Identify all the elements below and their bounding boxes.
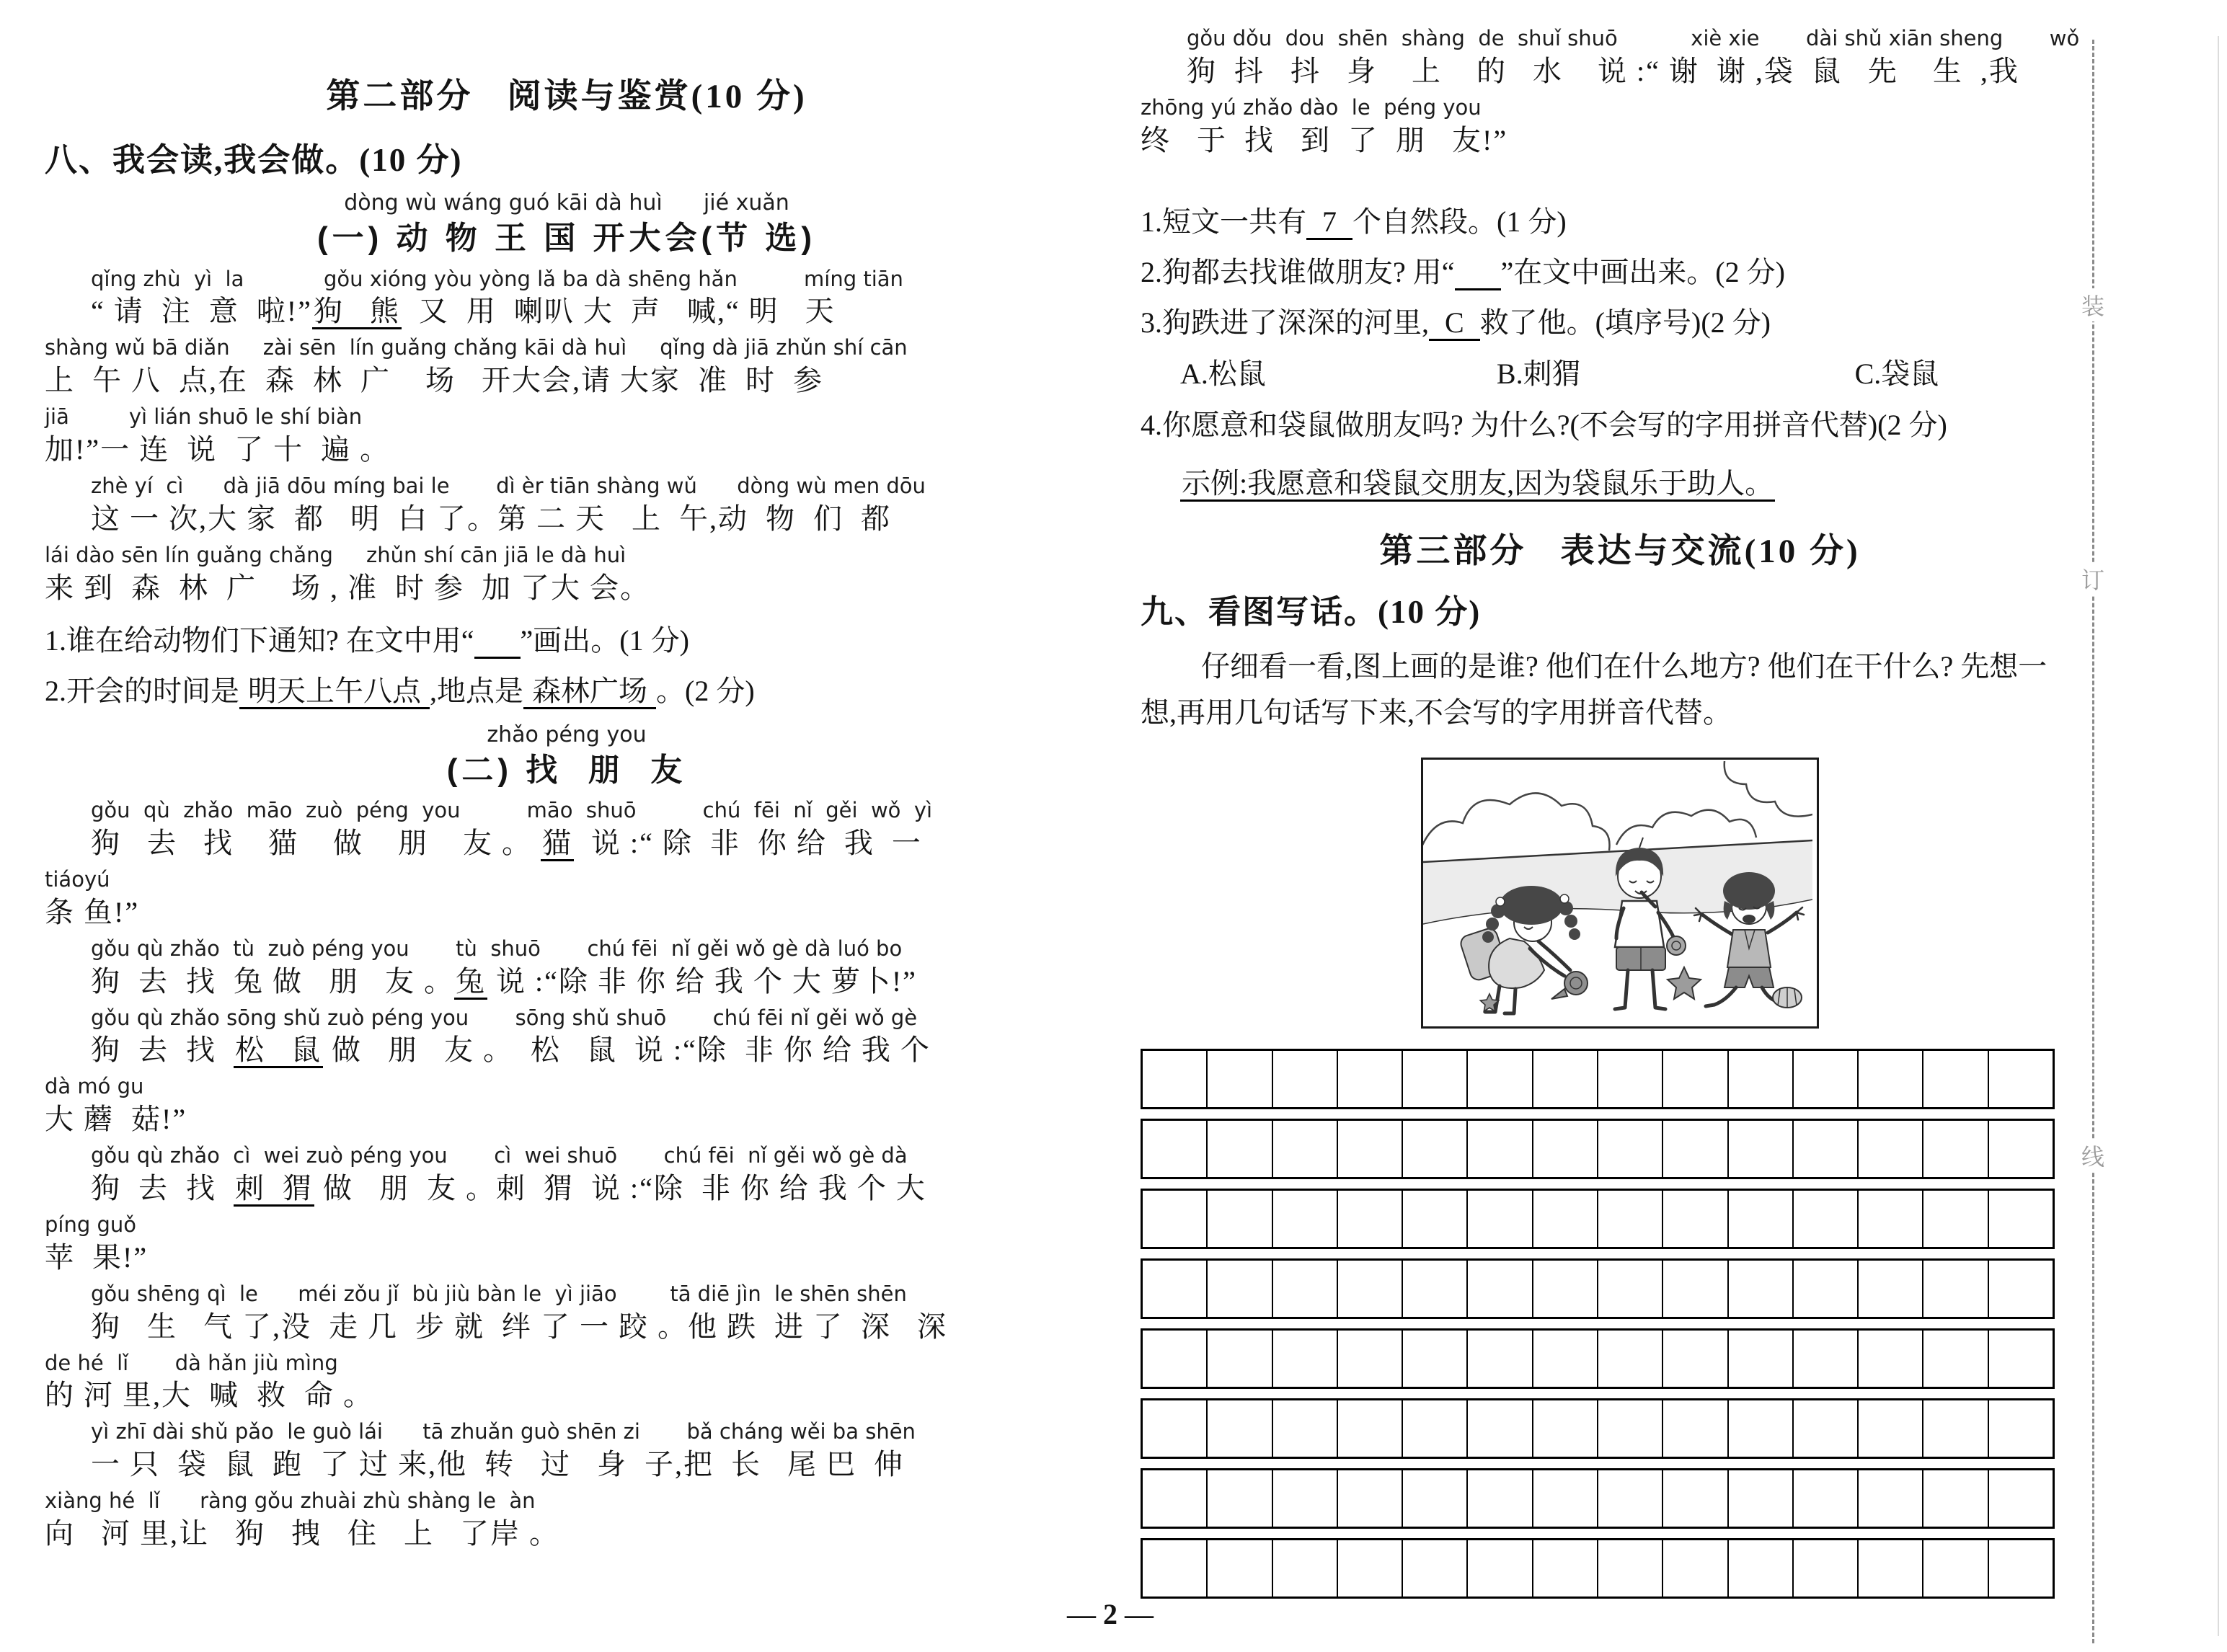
binding-mark: 订 <box>2076 562 2109 595</box>
underlined-text: 示例:我愿意和袋鼠交朋友,因为袋鼠乐于助人。 <box>1180 467 1775 502</box>
cloud-icon <box>1725 761 1812 817</box>
text-line <box>45 936 1089 1002</box>
hanzi-text: 狗 去 找 兔 做 朋 友 。 <box>91 964 454 998</box>
grid-cell[interactable] <box>1337 1051 1402 1107</box>
grid-cell[interactable] <box>1206 1540 1271 1597</box>
grid-cell[interactable] <box>1532 1540 1597 1597</box>
text-line <box>45 1212 1089 1278</box>
pinyin-line: gǒu shēng qì le méi zǒu jǐ bù jiù bàn le yì jiāo tā diē jìn le shēn shēn <box>91 1281 907 1306</box>
answer-blank <box>474 624 521 659</box>
shell-icon <box>1551 972 1588 999</box>
hanzi-line <box>91 291 1089 332</box>
question-1 <box>45 616 1089 666</box>
exercise-9-header: 九、看图写话。(10 分) <box>1141 593 1482 630</box>
grid-row[interactable] <box>1141 1468 2055 1529</box>
pinyin-line: gǒu dǒu dou shēn shàng de shuǐ shuō xiè xie dài shǔ xiān sheng wǒ <box>1187 26 2080 50</box>
pinyin-line: de hé lǐ dà hǎn jiù mìng <box>45 1350 338 1375</box>
grid-cell[interactable] <box>1662 1331 1727 1387</box>
question-1 <box>1141 197 2099 247</box>
question-text: ”画出。(1 分) <box>520 623 689 657</box>
binding-mark: 装 <box>2076 288 2109 321</box>
grid-cell[interactable] <box>1337 1261 1402 1317</box>
grid-cell[interactable] <box>1466 1261 1531 1317</box>
hanzi-text: 狗 去 找 <box>91 1171 234 1204</box>
grid-cell[interactable] <box>1402 1051 1466 1107</box>
pinyin-line: gǒu qù zhǎo cì wei zuò péng you cì wei shuō chú fēi nǐ gěi wǒ gè dà <box>91 1143 908 1168</box>
grid-cell[interactable] <box>1272 1540 1337 1597</box>
grid-cell[interactable] <box>1402 1191 1466 1247</box>
beach-illustration <box>1421 758 1819 1029</box>
part3-header: 第三部分 表达与交流(10 分) <box>1379 532 1861 570</box>
cloud-icon <box>1423 793 1610 852</box>
question-text: 2.狗都去找谁做朋友? 用“ <box>1141 255 1455 288</box>
choice-options <box>1141 348 2099 400</box>
grid-cell[interactable] <box>1857 1331 1922 1387</box>
grid-cell[interactable] <box>1532 1470 1597 1527</box>
text-line <box>45 474 1089 539</box>
hanzi-text: “ 请 注 意 啦!” <box>91 295 312 328</box>
pinyin-line: gǒu qù zhǎo sōng shǔ zuò péng you sōng shǔ shuō chú fēi nǐ gěi wǒ gè <box>91 1005 918 1030</box>
grid-cell[interactable] <box>1988 1051 2053 1107</box>
text-line <box>45 1351 1089 1416</box>
text-line <box>45 1074 1089 1140</box>
grid-cell[interactable] <box>1597 1121 1662 1177</box>
grid-cell[interactable] <box>1206 1261 1271 1317</box>
grid-cell[interactable] <box>1727 1400 1792 1457</box>
grid-cell[interactable] <box>1988 1121 2053 1177</box>
grid-cell[interactable] <box>1727 1121 1792 1177</box>
grid-cell[interactable] <box>1532 1191 1597 1247</box>
grid-cell[interactable] <box>1857 1121 1922 1177</box>
grid-cell[interactable] <box>1466 1121 1531 1177</box>
grid-cell[interactable] <box>1727 1051 1792 1107</box>
underlined-answer: 刺 猬 <box>234 1172 314 1207</box>
grid-row[interactable] <box>1141 1049 2055 1109</box>
question-3 <box>1141 298 2099 348</box>
grid-cell[interactable] <box>1662 1261 1727 1317</box>
grid-cell[interactable] <box>1922 1470 1987 1527</box>
part2-header: 第二部分 阅读与鉴赏(10 分) <box>326 78 807 115</box>
question-text: 2.开会的时间是 <box>45 674 239 707</box>
question-4: 4.你愿意和袋鼠做朋友吗? 为什么?(不会写的字用拼音代替)(2 分) <box>1141 408 1947 441</box>
grid-cell[interactable] <box>1337 1191 1402 1247</box>
grid-cell[interactable] <box>1727 1540 1792 1597</box>
grid-cell[interactable] <box>1922 1540 1987 1597</box>
pinyin-line: xiàng hé lǐ ràng gǒu zhuài zhù shàng le àn <box>45 1488 536 1514</box>
pinyin-line: tiáoyú <box>45 866 110 892</box>
grid-cell[interactable] <box>1988 1261 2053 1317</box>
grid-cell[interactable] <box>1206 1400 1271 1457</box>
grid-cell[interactable] <box>1727 1261 1792 1317</box>
grid-cell[interactable] <box>1597 1051 1662 1107</box>
question-text: ”在文中画出来。(2 分) <box>1500 255 1785 288</box>
page-number: — 2 — <box>1067 1598 1154 1630</box>
grid-cell[interactable] <box>1272 1121 1337 1177</box>
grid-cell[interactable] <box>1206 1051 1271 1107</box>
grid-row[interactable] <box>1141 1538 2055 1599</box>
binding-mark: 线 <box>2076 1139 2109 1172</box>
grid-cell[interactable] <box>1857 1191 1922 1247</box>
grid-cell[interactable] <box>1597 1470 1662 1527</box>
hanzi-text: 大 蘑 菇!” <box>45 1103 187 1136</box>
grid-cell[interactable] <box>1988 1540 2053 1597</box>
underlined-answer: 松 鼠 <box>234 1034 323 1068</box>
grid-cell[interactable] <box>1792 1470 1857 1527</box>
question-text: 1.谁在给动物们下通知? 在文中用“ <box>45 623 474 657</box>
question-text: 3.狗跌进了深深的河里, <box>1141 306 1429 339</box>
grid-cell[interactable] <box>1922 1121 1987 1177</box>
hanzi-line: (二) 找 朋 友 <box>446 752 687 788</box>
grid-cell[interactable] <box>1143 1331 1206 1387</box>
grid-cell[interactable] <box>1857 1261 1922 1317</box>
hanzi-line <box>91 1168 1089 1209</box>
grid-cell[interactable] <box>1206 1331 1271 1387</box>
grid-cell[interactable] <box>1922 1400 1987 1457</box>
hanzi-text: 的 河 里,大 喊 救 命 。 <box>45 1379 373 1412</box>
grid-cell[interactable] <box>1466 1540 1531 1597</box>
grid-cell[interactable] <box>1532 1261 1597 1317</box>
grid-cell[interactable] <box>1206 1191 1271 1247</box>
hanzi-text: 一 只 袋 鼠 跑 了 过 来,他 转 过 身 子,把 长 尾 巴 伸 <box>91 1448 904 1481</box>
beach-scene <box>1423 760 1812 1026</box>
grid-cell[interactable] <box>1662 1191 1727 1247</box>
writing-instructions-line1: 仔细看一看,图上画的是谁? 他们在什么地方? 他们在干什么? 先想一 <box>1201 649 2047 683</box>
grid-cell[interactable] <box>1337 1470 1402 1527</box>
grid-cell[interactable] <box>1206 1121 1271 1177</box>
grid-cell[interactable] <box>1662 1540 1727 1597</box>
pinyin-line: gǒu qù zhǎo māo zuò péng you māo shuō chú fēi nǐ gěi wǒ yì <box>91 798 933 823</box>
cloud-icon <box>1616 809 1756 844</box>
hanzi-text: 做 朋 友 。刺 猬 说 :“除 非 你 给 我 个 大 <box>314 1171 926 1204</box>
grid-row[interactable] <box>1141 1189 2055 1249</box>
answer-filled: C <box>1429 306 1480 341</box>
text-line <box>45 404 1089 470</box>
starfish-icon <box>1668 967 1701 999</box>
text-line <box>45 798 1089 863</box>
grid-cell[interactable] <box>1272 1400 1337 1457</box>
underlined-answer: 猫 <box>541 827 574 861</box>
grid-cell[interactable] <box>1792 1540 1857 1597</box>
grid-cell[interactable] <box>1272 1051 1337 1107</box>
text-line <box>45 1419 1089 1485</box>
grid-cell[interactable] <box>1922 1191 1987 1247</box>
hanzi-text: 做 朋 友 。 松 鼠 说 :“除 非 你 给 我 个 <box>323 1034 931 1067</box>
grid-cell[interactable] <box>1402 1121 1466 1177</box>
option-b: B.刺猬 <box>1496 357 1581 390</box>
grid-cell[interactable] <box>1402 1261 1466 1317</box>
hanzi-text: 狗 去 找 <box>91 1034 234 1067</box>
grid-cell[interactable] <box>1727 1470 1792 1527</box>
grid-cell[interactable] <box>1727 1331 1792 1387</box>
hanzi-line <box>91 1030 1089 1070</box>
hanzi-text: 苹 果!” <box>45 1240 149 1274</box>
grid-cell[interactable] <box>1792 1400 1857 1457</box>
underlined-answer: 兔 <box>454 965 487 1000</box>
option-c: C.袋鼠 <box>1854 357 1939 390</box>
answer-blank <box>1455 256 1501 290</box>
grid-cell[interactable] <box>1466 1191 1531 1247</box>
grid-cell[interactable] <box>1466 1400 1531 1457</box>
grid-cell[interactable] <box>1597 1540 1662 1597</box>
grid-cell[interactable] <box>1597 1191 1662 1247</box>
grid-cell[interactable] <box>1143 1121 1206 1177</box>
question-text: 救了他。(填序号)(2 分) <box>1479 306 1771 339</box>
grid-cell[interactable] <box>1402 1540 1466 1597</box>
grid-cell[interactable] <box>1402 1470 1466 1527</box>
text-line <box>45 335 1089 401</box>
pinyin-line: zhōng yú zhǎo dào le péng you <box>1141 94 1482 120</box>
pinyin-line: dòng wù wáng guó kāi dà huì jié xuǎn <box>344 190 789 216</box>
text-line <box>1141 95 2099 161</box>
grid-cell[interactable] <box>1597 1261 1662 1317</box>
text-line <box>45 543 1089 608</box>
pinyin-line: píng guǒ <box>45 1212 137 1237</box>
grid-cell[interactable] <box>1532 1121 1597 1177</box>
question-text: ,地点是 <box>430 674 523 707</box>
grid-cell[interactable] <box>1402 1331 1466 1387</box>
text-line <box>45 1282 1089 1347</box>
grid-cell[interactable] <box>1922 1331 1987 1387</box>
passage1-title <box>45 190 1089 261</box>
grid-cell[interactable] <box>1143 1051 1206 1107</box>
grid-cell[interactable] <box>1272 1331 1337 1387</box>
pinyin-line: yì zhī dài shǔ pǎo le guò lái tā zhuǎn guò shēn zi bǎ cháng wěi ba shēn <box>91 1419 916 1444</box>
grid-cell[interactable] <box>1857 1400 1922 1457</box>
pinyin-line: shàng wǔ bā diǎn zài sēn lín guǎng chǎng kāi dà huì qǐng dà jiā zhǔn shí cān <box>45 335 908 360</box>
hanzi-text: 终 于 找 到 了 朋 友!” <box>1141 123 1508 156</box>
option-a: A.松鼠 <box>1180 357 1266 390</box>
grid-cell[interactable] <box>1988 1191 2053 1247</box>
question-2 <box>45 666 1089 716</box>
grid-row[interactable] <box>1141 1119 2055 1179</box>
sample-answer <box>1180 461 2099 507</box>
grid-cell[interactable] <box>1792 1331 1857 1387</box>
hanzi-text: 说 :“除 非 你 给 我 个 大 萝卜!” <box>487 964 917 998</box>
hanzi-text: 上 午 八 点,在 森 林 广 场 开大会,请 大家 准 时 参 <box>45 364 823 397</box>
passage2-title <box>45 722 1089 793</box>
grid-cell[interactable] <box>1857 1051 1922 1107</box>
grid-cell[interactable] <box>1792 1121 1857 1177</box>
grid-cell[interactable] <box>1143 1261 1206 1317</box>
hanzi-text: 狗 抖 抖 身 上 的 水 说 :“ 谢 谢 ,袋 鼠 先 生 ,我 <box>1187 54 2019 87</box>
right-column <box>1141 26 2099 1608</box>
grid-cell[interactable] <box>1792 1051 1857 1107</box>
pinyin-line: gǒu qù zhǎo tù zuò péng you tù shuō chú fēi nǐ gěi wǒ gè dà luó bo <box>91 936 903 961</box>
text-line <box>45 267 1089 332</box>
hanzi-text: 来 到 森 林 广 场 , 准 时 参 加 了大 会。 <box>45 571 650 604</box>
grid-cell[interactable] <box>1988 1331 2053 1387</box>
text-line <box>45 867 1089 933</box>
pinyin-line: qǐng zhù yì la gǒu xióng yòu yòng lǎ ba dà shēng hǎn míng tiān <box>91 266 903 291</box>
hanzi-line <box>91 823 1089 863</box>
grid-cell[interactable] <box>1272 1470 1337 1527</box>
answer-filled: 明天上午八点 <box>239 675 430 709</box>
hanzi-line <box>91 962 1089 1002</box>
grid-cell[interactable] <box>1206 1470 1271 1527</box>
grid-cell[interactable] <box>1466 1331 1531 1387</box>
exercise-8-header: 八、我会读,我会做。(10 分) <box>45 142 463 178</box>
grid-cell[interactable] <box>1597 1400 1662 1457</box>
grid-cell[interactable] <box>1792 1191 1857 1247</box>
grid-cell[interactable] <box>1857 1540 1922 1597</box>
grid-cell[interactable] <box>1988 1470 2053 1527</box>
grid-cell[interactable] <box>1988 1400 2053 1457</box>
grid-cell[interactable] <box>1337 1400 1402 1457</box>
page-edge-line <box>2218 36 2219 1636</box>
hanzi-text: 条 鱼!” <box>45 895 140 928</box>
grid-cell[interactable] <box>1337 1331 1402 1387</box>
grid-cell[interactable] <box>1597 1331 1662 1387</box>
grid-cell[interactable] <box>1337 1121 1402 1177</box>
underlined-answer: 狗 熊 <box>312 295 402 329</box>
grid-cell[interactable] <box>1143 1540 1206 1597</box>
text-line <box>1141 26 2099 92</box>
grid-cell[interactable] <box>1662 1121 1727 1177</box>
grid-cell[interactable] <box>1662 1400 1727 1457</box>
question-text: 个自然段。(1 分) <box>1352 205 1567 238</box>
pinyin-line: zhè yí cì dà jiā dōu míng bai le dì èr tiān shàng wǔ dòng wù men dōu <box>91 473 926 498</box>
hanzi-text: 加!”一 连 说 了 十 遍 。 <box>45 432 391 466</box>
grid-cell[interactable] <box>1922 1051 1987 1107</box>
hanzi-text: 狗 去 找 猫 做 朋 友 。 <box>91 826 541 859</box>
grid-cell[interactable] <box>1727 1191 1792 1247</box>
pinyin-line: zhǎo péng you <box>487 721 647 747</box>
grid-row[interactable] <box>1141 1328 2055 1389</box>
hanzi-text: 向 河 里,让 狗 拽 住 上 了岸 。 <box>45 1516 559 1550</box>
grid-cell[interactable] <box>1272 1191 1337 1247</box>
text-line <box>45 1005 1089 1071</box>
hanzi-text: 说 :“ 除 非 你 给 我 一 <box>574 826 922 859</box>
grid-cell[interactable] <box>1532 1400 1597 1457</box>
grid-cell[interactable] <box>1143 1400 1206 1457</box>
writing-instructions-line2: 想,再用几句话写下来,不会写的字用拼音代替。 <box>1141 696 1732 729</box>
hanzi-line: (一) 动 物 王 国 开大会(节 选) <box>317 221 816 256</box>
left-column <box>45 69 1089 1558</box>
pinyin-line: jiā yì lián shuō le shí biàn <box>45 404 363 430</box>
grid-cell[interactable] <box>1466 1470 1531 1527</box>
text-line <box>45 1488 1089 1554</box>
passage2-questions <box>1141 197 2099 507</box>
grid-cell[interactable] <box>1857 1470 1922 1527</box>
writing-grid <box>1141 1049 2055 1599</box>
text-line <box>45 1143 1089 1209</box>
grid-row[interactable] <box>1141 1398 2055 1459</box>
pinyin-line: dà mó gu <box>45 1074 144 1099</box>
hanzi-text: 狗 生 气 了,没 走 几 步 就 绊 了 一 跤 。他 跌 进 了 深 深 <box>91 1310 947 1343</box>
grid-cell[interactable] <box>1662 1470 1727 1527</box>
answer-filled: 7 <box>1306 205 1352 240</box>
grid-cell[interactable] <box>1922 1261 1987 1317</box>
hanzi-text: 又 用 喇叭 大 声 喊,“ 明 天 <box>401 295 836 328</box>
scallop-shell-icon <box>1773 987 1802 1008</box>
grid-cell[interactable] <box>1532 1051 1597 1107</box>
grid-cell[interactable] <box>1662 1051 1727 1107</box>
grid-cell[interactable] <box>1466 1051 1531 1107</box>
question-2 <box>1141 247 2099 298</box>
grid-cell[interactable] <box>1272 1261 1337 1317</box>
hanzi-text: 这 一 次,大 家 都 明 白 了。第 二 天 上 午,动 物 们 都 <box>91 502 891 535</box>
grid-row[interactable] <box>1141 1258 2055 1319</box>
grid-cell[interactable] <box>1402 1400 1466 1457</box>
grid-cell[interactable] <box>1337 1540 1402 1597</box>
grid-cell[interactable] <box>1143 1470 1206 1527</box>
pinyin-line: lái dào sēn lín guǎng chǎng zhǔn shí cān jiā le dà huì <box>45 542 627 567</box>
grid-cell[interactable] <box>1532 1331 1597 1387</box>
question-text: 。(2 分) <box>656 674 755 707</box>
question-text: 1.短文一共有 <box>1141 205 1306 238</box>
binding-line <box>2092 40 2094 1643</box>
answer-filled: 森林广场 <box>523 675 656 709</box>
grid-cell[interactable] <box>1143 1191 1206 1247</box>
passage1-questions <box>45 616 1089 716</box>
grid-cell[interactable] <box>1792 1261 1857 1317</box>
